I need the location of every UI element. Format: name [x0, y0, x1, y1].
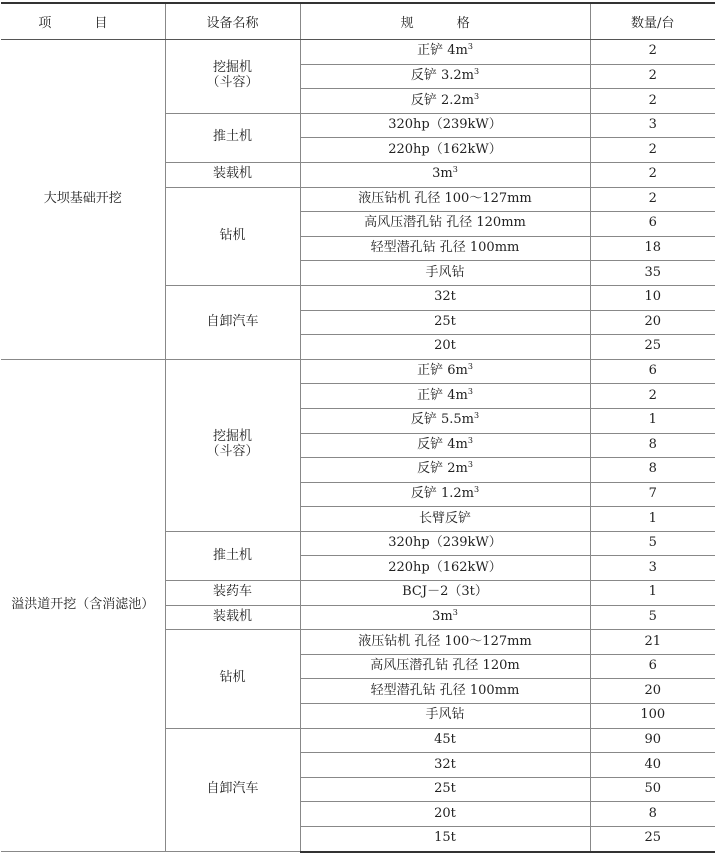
equipment-table	[1, 2, 715, 853]
header-qty: 数量/台	[590, 3, 715, 40]
spec-superscript: 3	[474, 485, 480, 495]
spec-text: BCJ－2（3t）	[402, 584, 488, 600]
spec-text: 反铲 5.5m	[410, 412, 475, 428]
spec-text: 手风钻	[425, 707, 465, 723]
qty-cell: 1	[590, 581, 715, 606]
spec-cell	[300, 556, 590, 581]
spec-cell	[300, 162, 590, 187]
spec-text: 45t	[434, 731, 456, 747]
spec-cell	[300, 482, 590, 507]
spec-text: 轻型潜孔钻 孔径 100mm	[370, 240, 520, 256]
spec-cell	[300, 581, 590, 606]
qty-cell: 50	[590, 777, 715, 802]
spec-cell	[300, 138, 590, 163]
spec-cell	[300, 113, 590, 138]
spec-cell	[300, 531, 590, 556]
spec-text: 20t	[434, 805, 456, 821]
spec-text: 长臂反铲	[418, 510, 471, 526]
spec-cell	[300, 335, 590, 360]
qty-cell: 2	[590, 162, 715, 187]
header-spec: 规 格	[300, 3, 590, 40]
qty-cell: 35	[590, 261, 715, 286]
spec-text: 轻型潜孔钻 孔径 100mm	[370, 682, 520, 698]
spec-superscript: 3	[474, 91, 480, 101]
spec-cell	[300, 89, 590, 114]
device-cell	[165, 187, 300, 285]
qty-cell: 100	[590, 704, 715, 729]
qty-cell: 8	[590, 458, 715, 483]
spec-superscript: 3	[467, 386, 473, 396]
device-cell	[165, 581, 300, 606]
qty-cell: 90	[590, 728, 715, 753]
device-name-line: 装药车	[212, 584, 252, 600]
spec-superscript: 3	[467, 42, 473, 52]
qty-cell: 6	[590, 212, 715, 237]
table-body	[1, 40, 715, 852]
spec-text: 反铲 1.2m	[410, 486, 475, 502]
device-name-line: 推土机	[212, 129, 252, 145]
spec-superscript: 3	[452, 165, 458, 175]
spec-cell	[300, 777, 590, 802]
device-name-line: 自卸汽车	[206, 313, 259, 329]
spec-text: 正铲 4m	[417, 387, 468, 403]
qty-cell: 3	[590, 113, 715, 138]
qty-cell: 8	[590, 802, 715, 827]
spec-superscript: 3	[467, 362, 473, 372]
spec-text: 手风钻	[425, 264, 465, 280]
spec-superscript: 3	[467, 460, 473, 470]
header-device: 设备名称	[165, 3, 300, 40]
qty-cell: 20	[590, 310, 715, 335]
spec-cell	[300, 728, 590, 753]
spec-text: 3m	[432, 608, 453, 624]
qty-cell: 2	[590, 187, 715, 212]
spec-cell	[300, 753, 590, 778]
device-name-line: 挖掘机	[212, 429, 252, 445]
spec-text: 液压钻机 孔径 100～127mm	[358, 633, 532, 649]
spec-text: 反铲 2.2m	[410, 92, 475, 108]
spec-cell	[300, 384, 590, 409]
spec-cell	[300, 605, 590, 630]
spec-text: 反铲 2m	[417, 461, 468, 477]
spec-cell	[300, 458, 590, 483]
spec-text: 正铲 4m	[417, 43, 468, 59]
spec-cell	[300, 827, 590, 852]
qty-cell: 3	[590, 556, 715, 581]
header-project: 项 目	[1, 3, 165, 40]
spec-text: 25t	[434, 781, 456, 797]
device-name-line: 推土机	[212, 547, 252, 563]
spec-superscript: 3	[452, 607, 458, 617]
qty-cell: 5	[590, 531, 715, 556]
qty-cell: 20	[590, 679, 715, 704]
spec-cell	[300, 507, 590, 532]
table-row	[1, 40, 715, 65]
header-row	[1, 3, 715, 40]
device-cell	[165, 40, 300, 114]
qty-cell: 7	[590, 482, 715, 507]
spec-cell	[300, 408, 590, 433]
qty-cell: 1	[590, 507, 715, 532]
spec-text: 15t	[434, 830, 456, 846]
device-cell	[165, 359, 300, 531]
qty-cell: 2	[590, 40, 715, 65]
spec-text: 32t	[434, 756, 456, 772]
device-name-line: 自卸汽车	[206, 781, 259, 797]
spec-text: 反铲 3.2m	[410, 67, 475, 83]
device-cell	[165, 630, 300, 728]
spec-cell	[300, 236, 590, 261]
qty-cell: 25	[590, 335, 715, 360]
qty-cell: 2	[590, 384, 715, 409]
device-name-line: （斗容）	[206, 444, 259, 460]
spec-cell	[300, 40, 590, 65]
device-cell	[165, 605, 300, 630]
device-cell	[165, 728, 300, 851]
spec-text: 液压钻机 孔径 100～127mm	[358, 190, 532, 206]
spec-text: 反铲 4m	[417, 436, 468, 452]
qty-cell: 2	[590, 89, 715, 114]
spec-cell	[300, 630, 590, 655]
spec-text: 3m	[432, 166, 453, 182]
spec-cell	[300, 64, 590, 89]
spec-cell	[300, 212, 590, 237]
device-name-line: （斗容）	[206, 75, 259, 91]
qty-cell: 25	[590, 827, 715, 852]
device-cell	[165, 531, 300, 580]
table-row	[1, 359, 715, 384]
qty-cell: 6	[590, 359, 715, 384]
spec-superscript: 3	[474, 66, 480, 76]
qty-cell: 10	[590, 285, 715, 310]
spec-text: 220hp（162kW）	[388, 559, 502, 575]
device-name-line: 装载机	[212, 608, 252, 624]
qty-cell: 6	[590, 654, 715, 679]
device-name-line: 挖掘机	[212, 60, 252, 76]
spec-text: 320hp（239kW）	[388, 117, 502, 133]
device-name-line: 钻机	[219, 670, 246, 686]
spec-cell	[300, 187, 590, 212]
spec-cell	[300, 704, 590, 729]
qty-cell: 18	[590, 236, 715, 261]
spec-text: 20t	[434, 338, 456, 354]
spec-text: 高风压潜孔钻 孔径 120m	[370, 658, 520, 674]
spec-text: 220hp（162kW）	[388, 141, 502, 157]
qty-cell: 40	[590, 753, 715, 778]
spec-cell	[300, 654, 590, 679]
spec-text: 正铲 6m	[417, 363, 468, 379]
spec-cell	[300, 310, 590, 335]
spec-text: 高风压潜孔钻 孔径 120mm	[364, 215, 526, 231]
device-cell	[165, 285, 300, 359]
device-name-line: 装载机	[212, 166, 252, 182]
spec-superscript: 3	[467, 435, 473, 445]
project-cell: 大坝基础开挖	[1, 40, 165, 360]
device-cell	[165, 162, 300, 187]
qty-cell: 2	[590, 64, 715, 89]
device-cell	[165, 113, 300, 162]
qty-cell: 1	[590, 408, 715, 433]
qty-cell: 8	[590, 433, 715, 458]
spec-cell	[300, 359, 590, 384]
spec-cell	[300, 679, 590, 704]
spec-cell	[300, 433, 590, 458]
spec-cell	[300, 285, 590, 310]
qty-cell: 21	[590, 630, 715, 655]
project-cell: 溢洪道开挖（含消滤池）	[1, 359, 165, 851]
spec-text: 25t	[434, 313, 456, 329]
spec-text: 320hp（239kW）	[388, 535, 502, 551]
qty-cell: 5	[590, 605, 715, 630]
spec-superscript: 3	[474, 411, 480, 421]
spec-text: 32t	[434, 289, 456, 305]
device-name-line: 钻机	[219, 227, 246, 243]
qty-cell: 2	[590, 138, 715, 163]
spec-cell	[300, 802, 590, 827]
spec-cell	[300, 261, 590, 286]
